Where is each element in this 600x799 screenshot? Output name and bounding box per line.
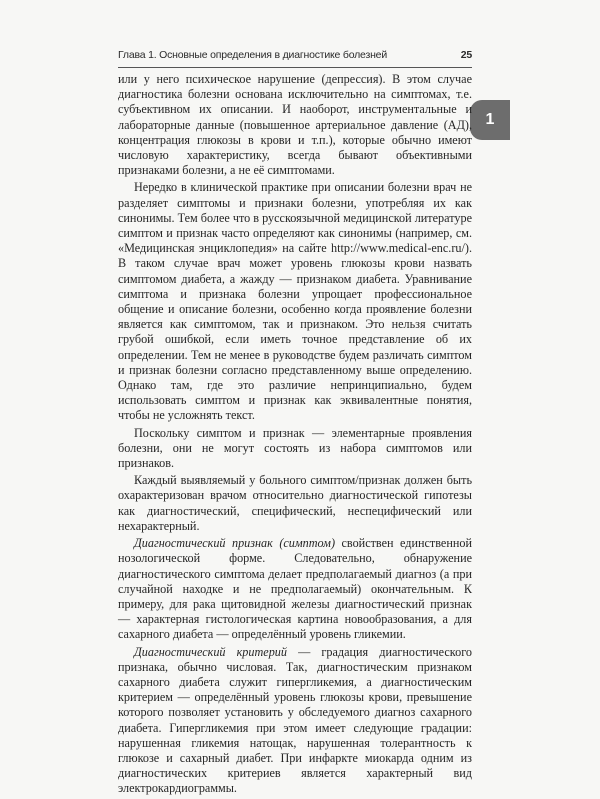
paragraph: Поскольку симптом и признак — элементарные проявления болезни, они не могут состоять из набора симптомов или признаков. — [118, 425, 472, 471]
running-header-title: Глава 1. Основные определения в диагностике болезней — [118, 49, 387, 61]
paragraph: Каждый выявляемый у больного симптом/признак должен быть охарактеризован врачом относительно диагностической гипотезы как диагностический, специфический, неспецифический или нехарактерный. — [118, 473, 472, 533]
definition-text: — градация диагностического признака, обычно числовая. Так, диагностическим признаком сахарного диабета служит гипергликемия, а диагностическим критерием — определённый уровень глюкозы крови, превышение которого позволяет установить у обследуемого диагноз сахарного диабета. Гипергликемия при этом имеет следующие градации: нарушенная гликемия натощак, нарушенная толерантность к глюкозе и сахарный диабет. При инфаркте миокарда одним из диагностических критериев является характерный вид электрокардиограммы. — [118, 644, 472, 796]
defined-term: Диагностический критерий — [134, 644, 287, 659]
chapter-tab — [470, 100, 510, 140]
paragraph: Нередко в клинической практике при описании болезни врач не разделяет симптомы и признаки болезни, употребляя их как синонимы. Тем более что в русскоязычной медицинской литературе симптом и признак часто определяют как синонимы (например, см. «Медицинская энциклопедия» на сайте http://www.medical-enc.ru/). В таком случае врач может уровень глюкозы крови назвать симптомом диабета, а жажду — признаком диабета. Уравнивание симптома и признака болезни упрощает профессиональное общение и описание болезни, особенно когда проявление болезни является как симптомом, так и признаком. Это нельзя считать грубой ошибкой, если иметь точное представление об их определении. Тем не менее в руководстве будем различать симптом и признак болезни согласно представленному выше определению. Однако там, где это различие непринципиально, будем использовать симптом и признак как эквивалентные понятия, чтобы не усложнять текст. — [118, 180, 472, 423]
running-header — [118, 49, 472, 65]
page-number: 25 — [460, 49, 472, 61]
header-rule — [118, 67, 472, 68]
definition-paragraph — [118, 645, 472, 797]
definition-paragraph — [118, 536, 472, 642]
chapter-tab-number: 1 — [485, 111, 495, 128]
page-body — [118, 72, 472, 799]
definition-text: свойствен единственной нозологической форме. Следовательно, обнаружение диагностического симптома делает предполагаемый диагноз (а при случайной находке и не предполагаемый) окончательным. К примеру, для рака щитовидной железы диагностический признак — характерная гистологическая картина новообразования, а для сахарного диабета — определённый уровень гликемии. — [118, 536, 472, 642]
defined-term: Диагностический признак (симптом) — [134, 536, 336, 551]
paragraph: или у него психическое нарушение (депрессия). В этом случае диагностика болезни основана исключительно на симптомах, т.е. субъективном их описании. И наоборот, инструментальные и лабораторные данные (повышенное артериальное давление (АД), концентрация глюкозы в крови и т.п.), которые обычно имеют числовую характеристику, всегда бывают объективными признаками болезни, а не её симптомами. — [118, 72, 472, 178]
